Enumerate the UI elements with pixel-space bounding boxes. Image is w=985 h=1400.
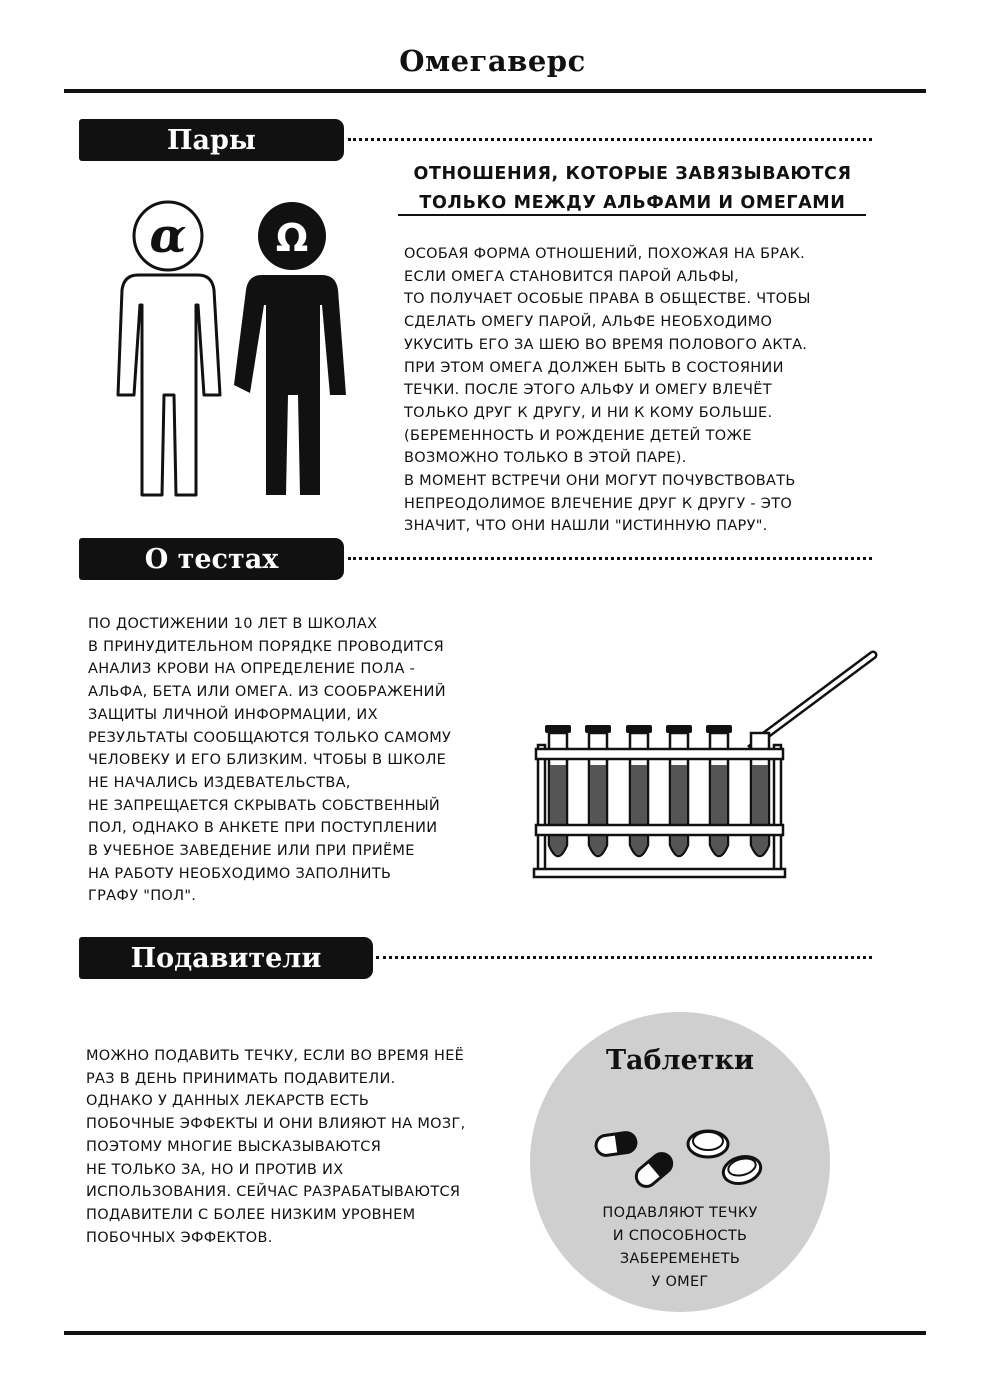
pairs-subtitle-line: ТОЛЬКО МЕЖДУ АЛЬФАМИ И ОМЕГАМИ (419, 193, 846, 213)
page-title: Омегаверс (399, 44, 586, 78)
body-line: НЕ ЗАПРЕЩАЕТСЯ СКРЫВАТЬ СОБСТВЕННЫЙ (88, 797, 441, 814)
body-line: ПОБОЧНЫЕ ЭФФЕКТЫ И ОНИ ВЛИЯЮТ НА МОЗГ, (86, 1116, 466, 1133)
pairs-subtitle-line: ОТНОШЕНИЯ, КОТОРЫЕ ЗАВЯЗЫВАЮТСЯ (413, 164, 852, 184)
section-heading-suppressants-label: Подавители (130, 942, 322, 974)
body-line: АНАЛИЗ КРОВИ НА ОПРЕДЕЛЕНИЕ ПОЛА - (88, 661, 416, 678)
caption-line: ПОДАВЛЯЮТ ТЕЧКУ (602, 1205, 758, 1221)
pairs-subtitle (400, 160, 865, 218)
body-line: ЕСЛИ ОМЕГА СТАНОВИТСЯ ПАРОЙ АЛЬФЫ, (404, 268, 740, 285)
body-line: ПОЭТОМУ МНОГИЕ ВЫСКАЗЫВАЮТСЯ (86, 1138, 382, 1155)
body-line: ОСОБАЯ ФОРМА ОТНОШЕНИЙ, ПОХОЖАЯ НА БРАК. (404, 246, 806, 262)
body-line: НА РАБОТУ НЕОБХОДИМО ЗАПОЛНИТЬ (88, 865, 392, 882)
body-line: РАЗ В ДЕНЬ ПРИНИМАТЬ ПОДАВИТЕЛИ. (86, 1070, 396, 1087)
body-line: МОЖНО ПОДАВИТЬ ТЕЧКУ, ЕСЛИ ВО ВРЕМЯ НЕЁ (86, 1048, 465, 1064)
couple-illustration (100, 195, 360, 505)
dotted-divider (348, 138, 872, 141)
body-line: ПО ДОСТИЖЕНИИ 10 ЛЕТ В ШКОЛАХ (88, 616, 378, 632)
body-line: ВОЗМОЖНО ТОЛЬКО В ЭТОЙ ПАРЕ). (404, 450, 687, 467)
body-line: ПОДАВИТЕЛИ С БОЛЕЕ НИЗКИМ УРОВНЕМ (86, 1206, 416, 1223)
body-line: АЛЬФА, БЕТА ИЛИ ОМЕГА. ИЗ СООБРАЖЕНИЙ (88, 684, 446, 701)
dotted-divider (348, 557, 872, 560)
test-tubes-illustration (530, 645, 880, 880)
body-line: РЕЗУЛЬТАТЫ СООБЩАЮТСЯ ТОЛЬКО САМОМУ (88, 729, 452, 746)
alpha-symbol-icon: α (149, 208, 187, 264)
body-line: ПОБОЧНЫХ ЭФФЕКТОВ. (86, 1229, 273, 1246)
tablet-icon (688, 1131, 728, 1157)
body-line: В ПРИНУДИТЕЛЬНОМ ПОРЯДКЕ ПРОВОДИТСЯ (88, 638, 444, 655)
body-line: НЕ НАЧАЛИСЬ ИЗДЕВАТЕЛЬСТВА, (88, 774, 351, 791)
omega-symbol-icon: Ω (275, 216, 309, 260)
section-heading-pairs (79, 119, 344, 161)
test-tube-icon (626, 725, 652, 856)
pills-title: Таблетки (605, 1045, 755, 1076)
test-tube-icon (706, 725, 732, 856)
section-heading-suppressants (79, 937, 373, 979)
body-line: ТЕЧКИ. ПОСЛЕ ЭТОГО АЛЬФУ И ОМЕГУ ВЛЕЧЁТ (404, 382, 772, 399)
section-heading-tests (79, 538, 344, 580)
body-line: ТО ПОЛУЧАЕТ ОСОБЫЕ ПРАВА В ОБЩЕСТВЕ. ЧТОБЫ (404, 291, 811, 308)
capsule-icon (595, 1131, 637, 1156)
top-rule (64, 89, 926, 93)
tests-body-text (88, 613, 451, 908)
caption-line: И СПОСОБНОСТЬ (612, 1228, 748, 1244)
body-line: ЧЕЛОВЕКУ И ЕГО БЛИЗКИМ. ЧТОБЫ В ШКОЛЕ (88, 752, 447, 769)
test-tube-icon (666, 725, 692, 856)
body-line: В УЧЕБНОЕ ЗАВЕДЕНИЕ ИЛИ ПРИ ПРИЁМЕ (88, 843, 415, 860)
body-line: ТОЛЬКО ДРУГ К ДРУГУ, И НИ К КОМУ БОЛЬШЕ. (404, 404, 773, 421)
pills-callout (530, 1012, 830, 1312)
section-heading-tests-label: О тестах (144, 543, 279, 575)
body-line: НЕ ТОЛЬКО ЗА, НО И ПРОТИВ ИХ (86, 1161, 344, 1178)
pairs-body-text (404, 243, 811, 538)
body-line: ЗНАЧИТ, ЧТО ОНИ НАШЛИ "ИСТИННУЮ ПАРУ". (404, 518, 768, 535)
body-line: ГРАФУ "ПОЛ". (88, 888, 197, 905)
suppressants-body-text (86, 1045, 466, 1249)
pills-caption (530, 1202, 830, 1294)
test-tube-icon (545, 725, 571, 856)
body-line: ПОЛ, ОДНАКО В АНКЕТЕ ПРИ ПОСТУПЛЕНИИ (88, 820, 438, 837)
tablet-icon (720, 1153, 763, 1188)
test-tube-icon (585, 725, 611, 856)
body-line: В МОМЕНТ ВСТРЕЧИ ОНИ МОГУТ ПОЧУВСТВОВАТЬ (404, 473, 796, 490)
body-line: ЗАЩИТЫ ЛИЧНОЙ ИНФОРМАЦИИ, ИХ (88, 706, 378, 723)
body-line: НЕПРЕОДОЛИМОЕ ВЛЕЧЕНИЕ ДРУГ К ДРУГУ - ЭТО (404, 495, 793, 512)
body-line: ПРИ ЭТОМ ОМЕГА ДОЛЖЕН БЫТЬ В СОСТОЯНИИ (404, 359, 784, 376)
bottom-rule (64, 1331, 926, 1335)
body-line: (БЕРЕМЕННОСТЬ И РОЖДЕНИЕ ДЕТЕЙ ТОЖЕ (404, 427, 752, 444)
body-line: ОДНАКО У ДАННЫХ ЛЕКАРСТВ ЕСТЬ (86, 1093, 370, 1110)
section-heading-pairs-label: Пары (167, 124, 256, 156)
subtitle-underline (398, 214, 866, 216)
dotted-divider (376, 956, 872, 959)
body-line: СДЕЛАТЬ ОМЕГУ ПАРОЙ, АЛЬФЕ НЕОБХОДИМО (404, 314, 773, 331)
caption-line: ЗАБЕРЕМЕНЕТЬ (619, 1251, 741, 1267)
body-line: УКУСИТЬ ЕГО ЗА ШЕЮ ВО ВРЕМЯ ПОЛОВОГО АКТА. (404, 336, 808, 353)
pills-illustration (592, 1122, 782, 1192)
capsule-icon (632, 1149, 675, 1190)
body-line: ИСПОЛЬЗОВАНИЯ. СЕЙЧАС РАЗРАБАТЫВАЮТСЯ (86, 1184, 461, 1201)
caption-line: У ОМЕГ (651, 1274, 709, 1290)
